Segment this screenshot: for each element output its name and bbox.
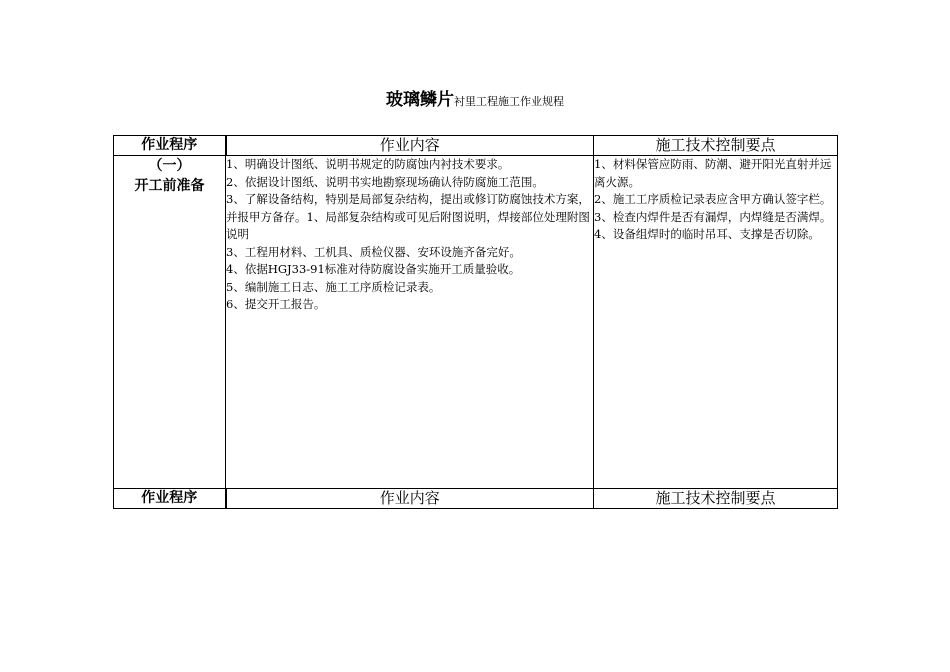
header-row: [114, 136, 838, 156]
content-item: 6、提交开工报告。: [226, 297, 326, 311]
footer-header-content: 作业内容: [226, 489, 594, 509]
control-point-item: 1、材料保管应防雨、防潮、避开阳光直射并远离火源。: [594, 157, 832, 189]
title-main: 玻璃鳞片: [386, 90, 454, 110]
table-row: [114, 156, 838, 489]
title-subtitle: 衬里工程施工作业规程: [454, 95, 564, 108]
footer-header-control-points: 施工技术控制要点: [594, 489, 838, 509]
control-points-cell: [594, 156, 838, 489]
stage-number: （一）: [148, 158, 191, 174]
content-item: 3、了解设备结构，特别是局部复杂结构，提出或修订防腐蚀技术方案，并报甲方备存。1、局部复杂结构或可见后附图说明，焊接部位处理附图说明: [226, 192, 590, 241]
content-item: 2、依据设计图纸、说明书实地勘察现场确认待防腐施工范围。: [226, 174, 544, 189]
control-point-item: 4、设备组焊时的临时吊耳、支撑是否切除。: [594, 227, 820, 241]
content-item: 1、明确设计图纸、说明书规定的防腐蚀内衬技术要求。: [226, 157, 510, 171]
header-procedure: 作业程序: [114, 136, 226, 156]
header-content: 作业内容: [226, 136, 594, 156]
procedure-table: [113, 135, 838, 509]
footer-header-row: [114, 489, 838, 509]
control-point-item: 2、施工工序质检记录表应含甲方确认签字栏。: [594, 192, 832, 206]
document-title: [0, 88, 950, 114]
stage-name: 开工前准备: [134, 178, 205, 194]
content-item: 4、依据HGJ33-91标准对待防腐设备实施开工质量验收。: [226, 262, 521, 276]
content-item: 5、编制施工日志、施工工序质检记录表。: [226, 279, 441, 294]
content-item: 3、工程用材料、工机具、质检仪器、安环设施齐备完好。: [226, 244, 521, 259]
control-point-item: 3、检查内焊件是否有漏焊，内焊缝是否满焊。: [594, 209, 832, 224]
header-control-points: 施工技术控制要点: [594, 136, 838, 156]
stage-cell: [114, 156, 226, 489]
footer-header-procedure: 作业程序: [114, 489, 226, 509]
content-cell: [226, 156, 594, 489]
